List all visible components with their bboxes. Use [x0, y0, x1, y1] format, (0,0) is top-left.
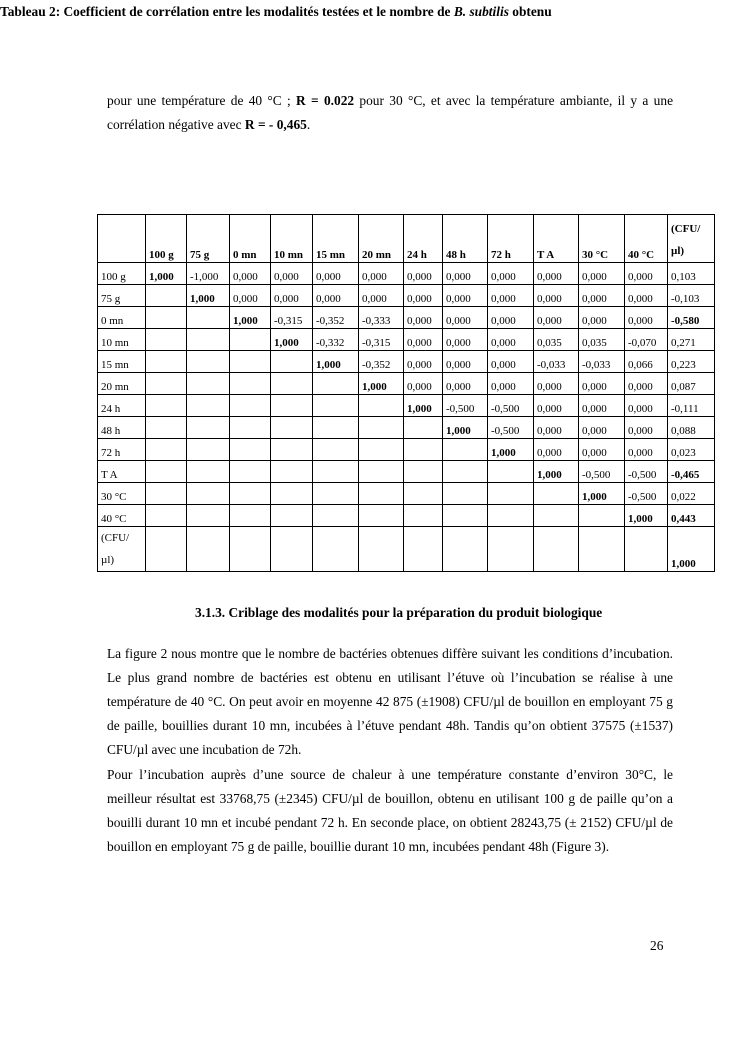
table-cell [579, 505, 625, 527]
table-cell: 0,000 [313, 263, 359, 285]
table-cell: 1,000 [404, 395, 443, 417]
table-cell: -0,500 [625, 483, 668, 505]
table-cell [359, 417, 404, 439]
table-cell [443, 483, 488, 505]
table-cell: 0,000 [404, 307, 443, 329]
column-header: 24 h [404, 215, 443, 263]
table-cell [313, 505, 359, 527]
table-cell: 0,000 [534, 307, 579, 329]
table-cell: -0,500 [579, 461, 625, 483]
table-cell [187, 329, 230, 351]
table-cell [271, 351, 313, 373]
table-cell [313, 483, 359, 505]
table-cell: 0,066 [625, 351, 668, 373]
table-cell: -0,111 [668, 395, 715, 417]
table-row [98, 483, 715, 505]
row-label: T A [98, 461, 146, 483]
table-cell [187, 307, 230, 329]
table-cell: 0,000 [534, 439, 579, 461]
table-cell: 0,000 [579, 307, 625, 329]
column-header: 30 °C [579, 215, 625, 263]
table-cell: -0,465 [668, 461, 715, 483]
table-cell: 0,000 [443, 329, 488, 351]
row-label: 48 h [98, 417, 146, 439]
table-cell [230, 351, 271, 373]
table-cell: 0,000 [404, 373, 443, 395]
row-label: 0 mn [98, 307, 146, 329]
table-cell [359, 527, 404, 572]
table-cell: 0,443 [668, 505, 715, 527]
row-label-line: (CFU/ [101, 532, 130, 544]
table-cell: 0,000 [534, 263, 579, 285]
intro-r-value-1: R = 0.022 [296, 93, 355, 108]
table-cell: 0,000 [579, 373, 625, 395]
table-cell [534, 505, 579, 527]
table-cell: 0,000 [625, 307, 668, 329]
table-cell [187, 351, 230, 373]
intro-text-1: pour une température de 40 °C ; [107, 93, 297, 108]
table-cell [146, 351, 187, 373]
column-header-unit [668, 215, 715, 263]
table-cell [443, 461, 488, 483]
table-row [98, 417, 715, 439]
table-cell [359, 461, 404, 483]
table-cell: 0,000 [534, 395, 579, 417]
table-cell: -0,352 [359, 351, 404, 373]
intro-paragraph [107, 89, 673, 137]
row-label [98, 527, 146, 572]
table-cell: 0,000 [579, 439, 625, 461]
table-cell [443, 439, 488, 461]
table-cell [187, 505, 230, 527]
table-cell: 0,000 [625, 417, 668, 439]
intro-text-3: . [306, 117, 311, 132]
table-cell [271, 417, 313, 439]
table-cell: 0,000 [443, 373, 488, 395]
table-cell: 0,000 [579, 285, 625, 307]
table-cell [146, 373, 187, 395]
table-cell [534, 483, 579, 505]
table-cell: 1,000 [313, 351, 359, 373]
table-cell [146, 483, 187, 505]
table-cell [187, 395, 230, 417]
table-cell: 1,000 [187, 285, 230, 307]
table-cell [359, 395, 404, 417]
table-cell [313, 439, 359, 461]
table-cell: -0,352 [313, 307, 359, 329]
table-cell [313, 527, 359, 572]
row-label: 75 g [98, 285, 146, 307]
table-cell [488, 483, 534, 505]
table-cell [488, 527, 534, 572]
table-cell [443, 505, 488, 527]
correlation-table [97, 214, 715, 572]
column-header: 20 mn [359, 215, 404, 263]
table-cell [271, 461, 313, 483]
table-cell: 0,000 [271, 263, 313, 285]
intro-text-2: pour 30 °C, et avec la température ambiante, il y a une corrélation négative avec [107, 93, 674, 132]
table-cell [146, 417, 187, 439]
table-cell: 0,035 [534, 329, 579, 351]
table-cell: 0,000 [579, 417, 625, 439]
table-cell: 1,000 [146, 263, 187, 285]
column-header: 72 h [488, 215, 534, 263]
table-cell [146, 307, 187, 329]
column-header: 15 mn [313, 215, 359, 263]
table-cell: 0,000 [534, 373, 579, 395]
table-cell: 0,088 [668, 417, 715, 439]
table-cell: 0,000 [488, 285, 534, 307]
table-cell: 0,087 [668, 373, 715, 395]
table-cell: 1,000 [534, 461, 579, 483]
table-cell: 0,000 [443, 285, 488, 307]
row-label: 100 g [98, 263, 146, 285]
table-cell: 0,000 [488, 373, 534, 395]
table-cell: 0,103 [668, 263, 715, 285]
column-header: 10 mn [271, 215, 313, 263]
table-cell [187, 527, 230, 572]
table-cell [146, 527, 187, 572]
table-cell: 0,000 [488, 329, 534, 351]
table-row [98, 263, 715, 285]
table-cell: -0,500 [488, 395, 534, 417]
table-cell: -0,103 [668, 285, 715, 307]
table-row [98, 505, 715, 527]
table-cell [187, 417, 230, 439]
table-cell: 0,000 [404, 329, 443, 351]
table-row [98, 351, 715, 373]
table-cell: 0,000 [534, 417, 579, 439]
table-cell: 0,000 [313, 285, 359, 307]
table-cell [230, 329, 271, 351]
table-cell: -0,333 [359, 307, 404, 329]
table-cell [230, 395, 271, 417]
column-header: 75 g [187, 215, 230, 263]
section-heading: 3.1.3. Criblage des modalités pour la préparation du produit biologique [195, 605, 603, 620]
table-cell: 0,000 [625, 263, 668, 285]
table-cell: 1,000 [359, 373, 404, 395]
table-cell [230, 417, 271, 439]
table-cell [146, 505, 187, 527]
table-cell [313, 461, 359, 483]
table-cell: 0,000 [488, 351, 534, 373]
table-row [98, 373, 715, 395]
table-cell: 0,000 [359, 285, 404, 307]
table-cell [187, 483, 230, 505]
table-cell [271, 505, 313, 527]
table-cell: 0,035 [579, 329, 625, 351]
unit-header-line: (CFU/ [671, 223, 701, 235]
table-cell: 0,000 [443, 263, 488, 285]
row-label: 24 h [98, 395, 146, 417]
table-cell: 0,000 [230, 263, 271, 285]
body-paragraph-2: Pour l’incubation auprès d’une source de chaleur à une température constante d’environ 30°C, le meilleur résultat est 33768,75 (±2345) CFU/µl de bouillon, obtenu en utilisant 100 g de paille qu’on a bouilli durant 10 mn et incubé pendant 72 h. En seconde place, on obtient 28243,75 (± 2152) CFU/µl de bouillon en employant 75 g de paille, bouillie durant 10 mn, incubées pendant 48h (Figure 3). [107, 767, 673, 854]
table-cell [230, 373, 271, 395]
table-cell [271, 483, 313, 505]
table-cell: 0,000 [271, 285, 313, 307]
table-cell [404, 439, 443, 461]
body-paragraph-1: La figure 2 nous montre que le nombre de bactéries obtenues diffère suivant les conditions d’incubation. Le plus grand nombre de bactéries est obtenu en utilisant l’étuve où l’incubation se réalise à une température de 40 °C. On peut avoir en moyenne 42 875 (±1908) CFU/µl de bouillon en employant 75 g de paille, bouillies durant 10 mn, incubées à l’étuve pendant 48h. Tandis qu’on obtient 37575 (±1537) CFU/µl avec une incubation de 72h. [107, 646, 673, 757]
table-cell: 0,223 [668, 351, 715, 373]
table-cell: 1,000 [271, 329, 313, 351]
column-header: 0 mn [230, 215, 271, 263]
table-cell [146, 395, 187, 417]
row-label: 10 mn [98, 329, 146, 351]
table-cell: 0,000 [488, 263, 534, 285]
table-cell: 1,000 [443, 417, 488, 439]
table-cell [187, 373, 230, 395]
table-cell: 0,000 [443, 351, 488, 373]
row-label: 72 h [98, 439, 146, 461]
table-row [98, 285, 715, 307]
table-cell: 0,023 [668, 439, 715, 461]
table-cell [404, 527, 443, 572]
table-cell: 0,000 [579, 263, 625, 285]
table-cell [271, 527, 313, 572]
caption-text-end: obtenu [508, 4, 552, 19]
table-cell: -0,500 [443, 395, 488, 417]
table-cell: 0,000 [534, 285, 579, 307]
column-header [98, 215, 146, 263]
table-cell: -0,315 [271, 307, 313, 329]
table-cell: 0,000 [579, 395, 625, 417]
table-cell [146, 329, 187, 351]
table-cell [146, 285, 187, 307]
table-row [98, 461, 715, 483]
table-cell [146, 461, 187, 483]
table-cell [404, 417, 443, 439]
table-cell: -0,033 [534, 351, 579, 373]
table-cell: -0,332 [313, 329, 359, 351]
row-label: 20 mn [98, 373, 146, 395]
table-cell: -1,000 [187, 263, 230, 285]
table-cell: 0,271 [668, 329, 715, 351]
table-header-row [98, 215, 715, 263]
unit-header-line: µl) [671, 245, 685, 257]
table-cell: 1,000 [488, 439, 534, 461]
table-cell: 0,000 [404, 285, 443, 307]
table-cell: -0,070 [625, 329, 668, 351]
table-cell [313, 417, 359, 439]
column-header: 100 g [146, 215, 187, 263]
table-cell [404, 505, 443, 527]
table-cell [534, 527, 579, 572]
table-cell [625, 527, 668, 572]
table-cell [404, 483, 443, 505]
table-row [98, 527, 715, 572]
table-cell [146, 439, 187, 461]
table-cell: 0,000 [625, 373, 668, 395]
column-header: 40 °C [625, 215, 668, 263]
table-row [98, 307, 715, 329]
table-row [98, 329, 715, 351]
caption-species: B. subtilis [453, 4, 509, 19]
table-caption [0, 0, 566, 24]
caption-text: Tableau 2: Coefficient de corrélation entre les modalités testées et le nombre de [0, 4, 454, 19]
table-cell: 0,000 [488, 307, 534, 329]
table-cell: 0,000 [625, 439, 668, 461]
table-cell: 0,022 [668, 483, 715, 505]
table-cell: 0,000 [625, 285, 668, 307]
table-cell [313, 395, 359, 417]
table-cell [230, 527, 271, 572]
table-cell [230, 439, 271, 461]
table-cell: 1,000 [668, 527, 715, 572]
table-cell [271, 395, 313, 417]
table-cell: -0,580 [668, 307, 715, 329]
table-cell: -0,500 [488, 417, 534, 439]
table-cell [443, 527, 488, 572]
table-cell: 1,000 [625, 505, 668, 527]
table-cell [271, 373, 313, 395]
table-cell [271, 439, 313, 461]
table-cell [359, 483, 404, 505]
row-label: 15 mn [98, 351, 146, 373]
table-cell: -0,033 [579, 351, 625, 373]
row-label: 30 °C [98, 483, 146, 505]
table-cell [187, 439, 230, 461]
table-cell: 1,000 [579, 483, 625, 505]
table-cell [359, 505, 404, 527]
column-header: 48 h [443, 215, 488, 263]
page-number: 26 [650, 938, 664, 953]
table-cell [230, 505, 271, 527]
table-cell: 0,000 [359, 263, 404, 285]
intro-r-value-2: R = - 0,465 [244, 117, 307, 132]
table-cell: 0,000 [404, 263, 443, 285]
table-cell [230, 483, 271, 505]
table-cell [230, 461, 271, 483]
table-cell [488, 461, 534, 483]
table-cell [187, 461, 230, 483]
row-label: 40 °C [98, 505, 146, 527]
table-cell [313, 373, 359, 395]
table-cell: 0,000 [404, 351, 443, 373]
column-header: T A [534, 215, 579, 263]
table-cell [488, 505, 534, 527]
table-row [98, 439, 715, 461]
table-cell: 0,000 [230, 285, 271, 307]
table-cell: 0,000 [443, 307, 488, 329]
table-cell [579, 527, 625, 572]
table-row [98, 395, 715, 417]
table-cell [359, 439, 404, 461]
row-label-line: µl) [101, 554, 115, 566]
table-cell: 0,000 [625, 395, 668, 417]
table-cell: 1,000 [230, 307, 271, 329]
table-cell [404, 461, 443, 483]
table-cell: -0,315 [359, 329, 404, 351]
table-cell: -0,500 [625, 461, 668, 483]
